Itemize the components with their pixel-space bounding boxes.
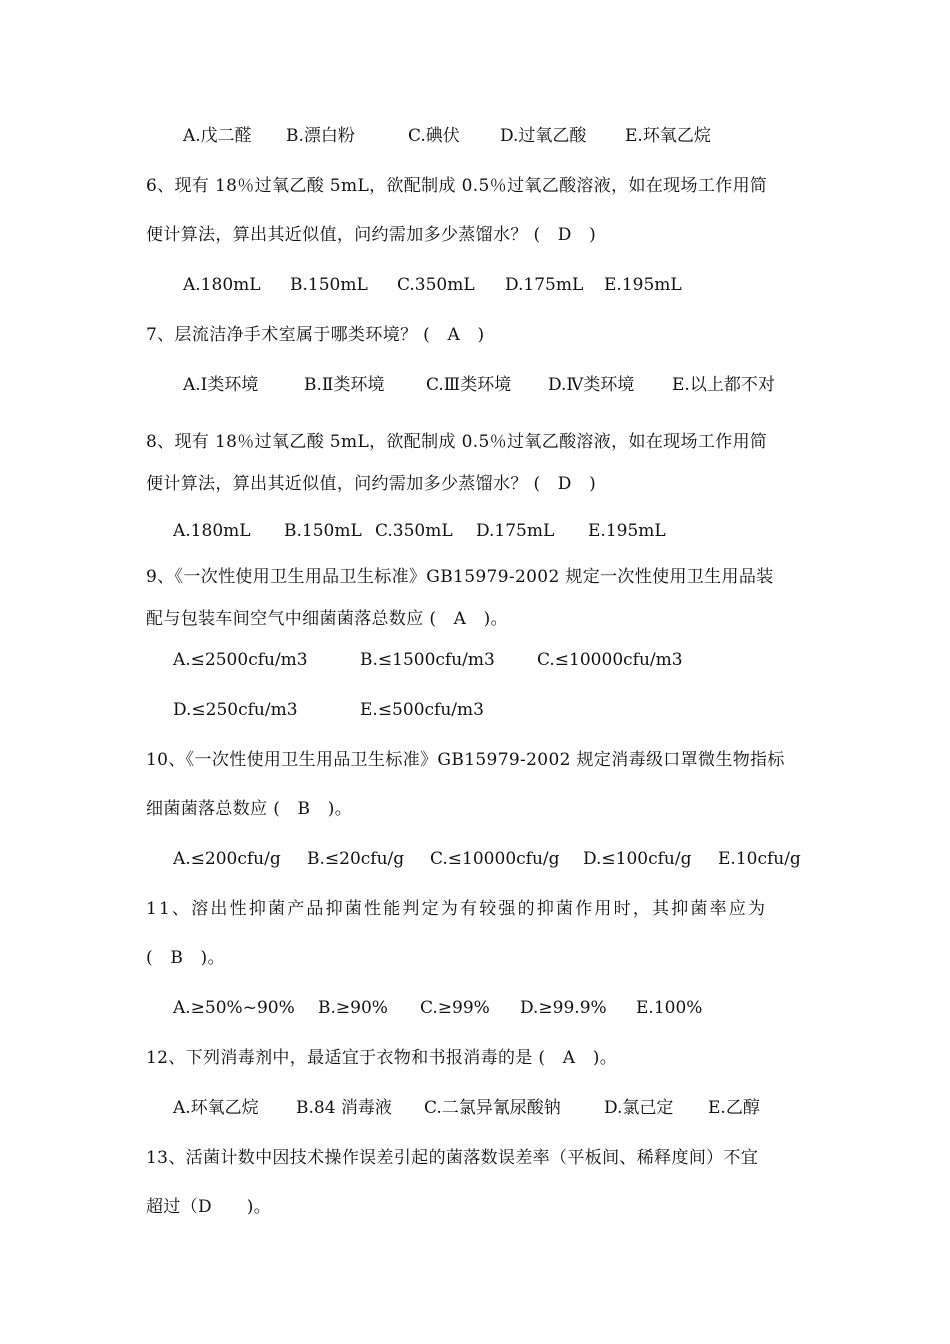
option-a: A.戊二醛: [183, 126, 252, 146]
option-e: E.≤500cfu/m3: [360, 700, 484, 720]
question-text: 超过（D )。: [146, 1197, 272, 1217]
option-e: E.环氧乙烷: [625, 126, 711, 146]
question-text: 11、溶出性抑菌产品抑菌性能判定为有较强的抑菌作用时，其抑菌率应为: [146, 899, 768, 919]
question-text: 12、下列消毒剂中，最适宜于衣物和书报消毒的是 ( A )。: [146, 1048, 618, 1068]
option-d: D.≤250cfu/m3: [173, 700, 298, 720]
option-c: C.≤10000cfu/m3: [537, 650, 683, 670]
option-c: C.350mL: [397, 275, 475, 295]
option-b: B.≤20cfu/g: [307, 849, 405, 869]
option-b: B.漂白粉: [286, 126, 355, 146]
option-c: C.二氯异氰尿酸钠: [424, 1098, 561, 1118]
option-a: A.180mL: [183, 275, 261, 295]
option-d: D.Ⅳ类环境: [548, 375, 635, 395]
option-d: D.≤100cfu/g: [583, 849, 692, 869]
question-text: 便计算法，算出其近似值，问约需加多少蒸馏水？ ( D ): [146, 225, 597, 245]
option-a: A.≤2500cfu/m3: [173, 650, 308, 670]
option-a: A.环氧乙烷: [173, 1098, 259, 1118]
option-d: D.氯己定: [604, 1098, 674, 1118]
option-d: D.175mL: [505, 275, 584, 295]
option-b: B.84 消毒液: [296, 1098, 392, 1118]
option-d: D.≥99.9%: [520, 998, 607, 1018]
option-a: A.Ⅰ类环境: [183, 375, 259, 395]
question-text: 7、层流洁净手术室属于哪类环境？ ( A ): [146, 325, 485, 345]
option-c: C.Ⅲ类环境: [426, 375, 512, 395]
option-c: C.碘伏: [408, 126, 460, 146]
option-b: B.150mL: [290, 275, 368, 295]
option-b: B.150mL: [284, 521, 362, 541]
option-a: A.≥50%~90%: [173, 998, 295, 1018]
question-text: 8、现有 18％过氧乙酸 5mL，欲配制成 0.5％过氧乙酸溶液，如在现场工作用简: [146, 432, 768, 452]
option-e: E.以上都不对: [672, 375, 775, 395]
option-b: B.≥90%: [318, 998, 388, 1018]
option-e: E.195mL: [604, 275, 682, 295]
question-text: 便计算法，算出其近似值，问约需加多少蒸馏水？ ( D ): [146, 474, 597, 494]
option-e: E.10cfu/g: [718, 849, 801, 869]
option-b: B.≤1500cfu/m3: [360, 650, 495, 670]
question-text: 13、活菌计数中因技术操作误差引起的菌落数误差率（平板间、稀释度间）不宜: [146, 1148, 759, 1168]
question-text: 9、《一次性使用卫生用品卫生标准》GB15979-2002 规定一次性使用卫生用品装: [146, 567, 774, 587]
option-e: E.乙醇: [708, 1098, 760, 1118]
option-c: C.350mL: [375, 521, 453, 541]
option-b: B.Ⅱ类环境: [304, 375, 385, 395]
question-text: 6、现有 18％过氧乙酸 5mL，欲配制成 0.5％过氧乙酸溶液，如在现场工作用简: [146, 176, 768, 196]
question-text: ( B )。: [146, 948, 225, 968]
option-e: E.195mL: [588, 521, 666, 541]
option-c: C.≤10000cfu/g: [430, 849, 560, 869]
question-text: 配与包装车间空气中细菌菌落总数应 ( A )。: [146, 609, 508, 629]
option-e: E.100%: [636, 998, 703, 1018]
question-text: 细菌菌落总数应 ( B )。: [146, 799, 353, 819]
option-c: C.≥99%: [420, 998, 490, 1018]
option-d: D.175mL: [476, 521, 555, 541]
question-text: 10、《一次性使用卫生用品卫生标准》GB15979-2002 规定消毒级口罩微生物指标: [146, 750, 785, 770]
option-a: A.180mL: [173, 521, 251, 541]
option-a: A.≤200cfu/g: [173, 849, 281, 869]
option-d: D.过氧乙酸: [500, 126, 587, 146]
